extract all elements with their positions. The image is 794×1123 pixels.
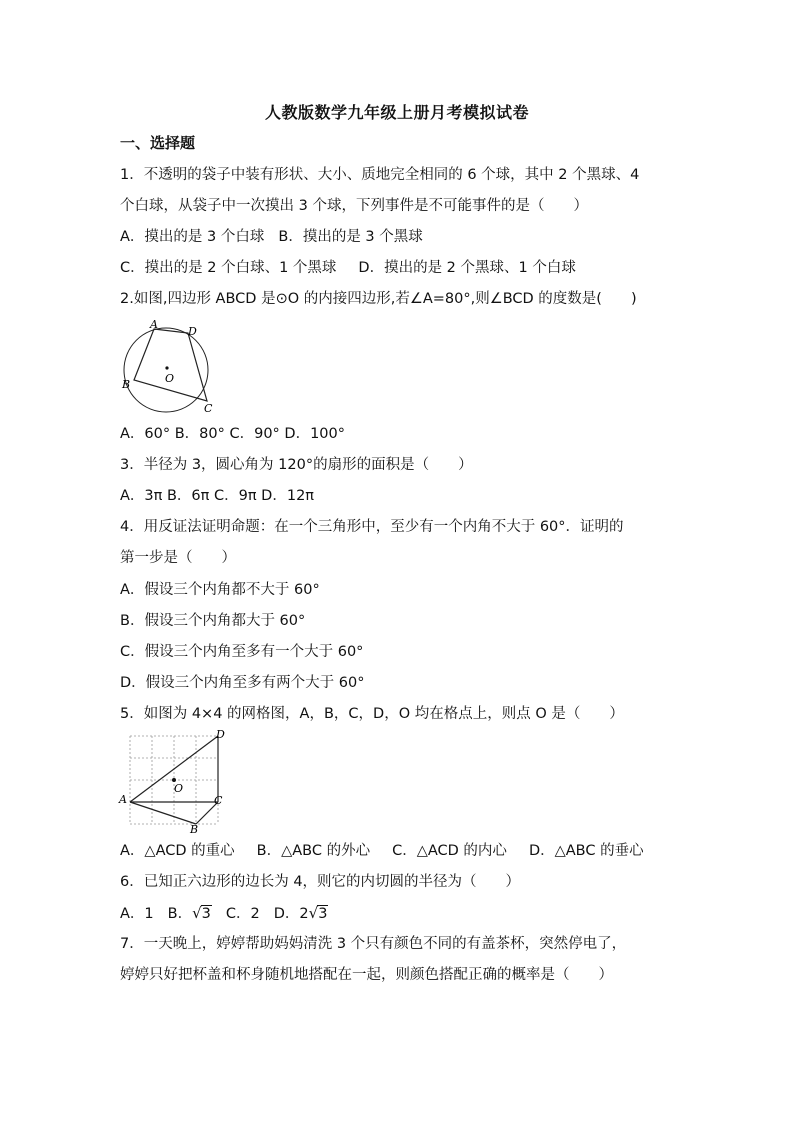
q6-option-a: A．1 — [120, 906, 154, 922]
circumcircle — [124, 328, 208, 412]
q7-stem-line1: 7．一天晚上，婷婷帮助妈妈清洗 3 个只有颜色不同的有盖茶杯，突然停电了， — [120, 936, 627, 952]
q4-option-d: D．假设三个内角至多有两个大于 60° — [120, 675, 365, 691]
q3-stem: 3．半径为 3，圆心角为 120°的扇形的面积是（ ） — [120, 457, 473, 473]
label-b: B — [190, 823, 199, 835]
q5-option-c: C．△ACD 的内心 — [392, 843, 507, 859]
label-b: B — [122, 378, 131, 391]
q6-option-b: B． — [167, 906, 193, 922]
q5-option-a: A．△ACD 的重心 — [120, 843, 235, 859]
q6-option-c: C．2 — [225, 906, 260, 922]
q1-options-row1 — [120, 227, 423, 247]
q4-option-c: C．假设三个内角至多有一个大于 60° — [120, 644, 364, 660]
q2-circle-figure — [118, 318, 218, 416]
q4-stem-line1: 4．用反证法证明命题：在一个三角形中，至少有一个内角不大于 60°．证明的 — [120, 519, 624, 535]
q7-stem-line2: 婷婷只好把杯盖和杯身随机地搭配在一起，则颜色搭配正确的概率是（ ） — [120, 967, 613, 983]
q6-option-b-radicand: 3 — [201, 906, 211, 922]
label-a: A — [150, 318, 158, 331]
q1-stem-line1: 1．不透明的袋子中装有形状、大小、质地完全相同的 6 个球，其中 2 个黑球、4 — [120, 167, 640, 183]
q4-option-b: B．假设三个内角都大于 60° — [120, 613, 306, 629]
page-title: 人教版数学九年级上册月考模拟试卷 — [264, 103, 529, 122]
label-c: C — [204, 402, 213, 415]
q5-stem: 5．如图为 4×4 的网格图，A，B，C，D，O 均在格点上，则点 O 是（ ） — [120, 706, 624, 722]
q2-options: A．60° B．80° C．90° D．100° — [120, 426, 346, 442]
label-o: O — [165, 372, 175, 385]
q1-option-c: C．摸出的是 2 个白球、1 个黑球 — [120, 260, 337, 276]
q5-option-d: D．△ABC 的垂心 — [528, 843, 644, 859]
sqrt-sign: √ — [192, 904, 202, 922]
q1-option-d: D．摸出的是 2 个黑球、1 个白球 — [358, 260, 576, 276]
label-a: A — [119, 793, 127, 806]
label-c: C — [214, 794, 223, 807]
q4-option-a: A．假设三个内角都不大于 60° — [120, 582, 320, 598]
sqrt-sign: √ — [308, 904, 319, 922]
q6-option-d-radicand: 3 — [318, 906, 328, 922]
q5-grid-figure — [118, 729, 230, 835]
q2-stem: 2.如图,四边形 ABCD 是⊙O 的内接四边形,若∠A=80°,则∠BCD 的度数是( ) — [120, 291, 637, 307]
q5-option-b: B．△ABC 的外心 — [256, 843, 371, 859]
q1-option-a: A．摸出的是 3 个白球 — [120, 229, 265, 245]
q6-stem: 6．已知正六边形的边长为 4，则它的内切圆的半径为（ ） — [120, 874, 521, 890]
segment-ab — [130, 802, 196, 824]
label-o: O — [174, 782, 184, 795]
q1-options-row2 — [120, 258, 576, 278]
q6-option-d: D．2 — [273, 906, 309, 922]
center-point — [165, 366, 168, 369]
q1-option-b: B．摸出的是 3 个黑球 — [278, 229, 423, 245]
quadrilateral-abcd — [134, 329, 207, 401]
q6-options — [120, 903, 328, 924]
section-heading: 一、选择题 — [120, 134, 196, 152]
label-d: D — [188, 325, 197, 338]
q5-options — [120, 841, 644, 861]
q1-stem-line2: 个白球，从袋子中一次摸出 3 个球，下列事件是不可能事件的是（ ） — [120, 198, 588, 214]
label-d: D — [216, 729, 225, 741]
q3-options: A．3π B．6π C．9π D．12π — [120, 488, 315, 504]
q4-stem-line2: 第一步是（ ） — [120, 550, 236, 566]
